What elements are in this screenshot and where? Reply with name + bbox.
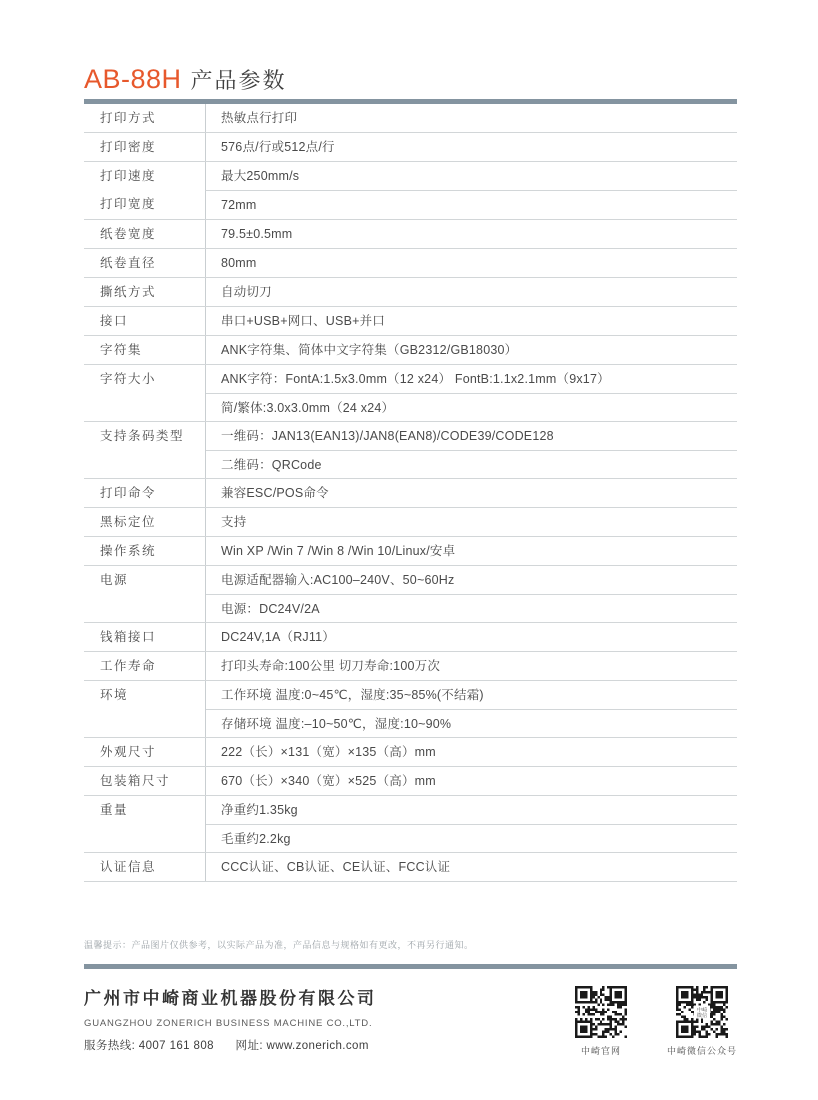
spec-row-value: ANK字符集、简体中文字符集（GB2312/GB18030） <box>221 343 518 357</box>
spec-row-values <box>205 681 737 737</box>
spec-row-value: 576点/行或512点/行 <box>221 140 335 154</box>
spec-row-value: ANK字符：FontA:1.5x3.0mm（12 x24） FontB:1.1x2.1mm（9x17） <box>221 372 610 386</box>
company-info <box>84 984 377 1053</box>
spec-row-values <box>205 623 737 651</box>
spec-row <box>84 536 737 565</box>
spec-row <box>84 421 737 478</box>
spec-row-label: 打印方式 <box>100 111 157 125</box>
spec-row <box>84 737 737 766</box>
spec-row-values <box>205 278 737 306</box>
spec-row-values <box>205 104 737 132</box>
spec-row <box>84 104 737 132</box>
spec-row-value: 二维码：QRCode <box>206 450 737 478</box>
spec-row-value: 简/繁体:3.0x3.0mm（24 x24） <box>206 393 737 421</box>
qr-group <box>575 986 737 1057</box>
spec-row-value: Win XP /Win 7 /Win 8 /Win 10/Linux/安卓 <box>221 544 456 558</box>
spec-row-label: 认证信息 <box>100 860 157 874</box>
spec-row <box>84 132 737 161</box>
product-model: AB-88H <box>84 64 182 94</box>
spec-row-values <box>205 220 737 248</box>
spec-row-values <box>205 307 737 335</box>
disclaimer-note: 温馨提示：产品图片仅供参考，以实际产品为准，产品信息与规格如有更改，不再另行通知。 <box>84 940 474 950</box>
qr-website <box>575 986 627 1057</box>
qr-code-website-icon <box>575 986 627 1038</box>
spec-row-label: 撕纸方式 <box>100 285 157 299</box>
spec-row-value: 222（长）×131（宽）×135（高）mm <box>221 745 436 759</box>
spec-row-value: 72mm <box>221 198 257 212</box>
footer-divider-bar <box>84 964 737 969</box>
spec-row-label: 工作寿命 <box>100 659 157 673</box>
spec-row-value: 存储环境 温度:–10~50℃，湿度:10~90% <box>206 709 737 737</box>
spec-row-value: 串口+USB+网口、USB+并口 <box>221 314 386 328</box>
spec-row-label: 重量 <box>100 803 129 817</box>
spec-row-label: 纸卷直径 <box>100 256 157 270</box>
spec-row <box>84 161 737 190</box>
spec-row-value: 自动切刀 <box>221 285 272 299</box>
spec-row-values <box>205 508 737 536</box>
contact-line <box>84 1037 377 1053</box>
spec-table <box>84 104 737 882</box>
spec-row <box>84 364 737 421</box>
spec-row-label: 纸卷宽度 <box>100 227 157 241</box>
spec-row-value: 670（长）×340（宽）×525（高）mm <box>221 774 436 788</box>
spec-row-values <box>205 767 737 795</box>
spec-row-label: 操作系统 <box>100 544 157 558</box>
spec-row-label: 黑标定位 <box>100 515 157 529</box>
spec-row-values <box>205 249 737 277</box>
spec-row-value: 打印头寿命:100公里 切刀寿命:100万次 <box>221 659 441 673</box>
spec-row-value: 电源：DC24V/2A <box>206 594 737 622</box>
qr-wechat-caption: 中崎微信公众号 <box>666 1046 737 1056</box>
spec-row-values <box>205 652 737 680</box>
spec-row-value: 电源适配器输入:AC100–240V、50~60Hz <box>221 573 455 587</box>
spec-row-values <box>205 479 737 507</box>
spec-row-value: CCC认证、CB认证、CE认证、FCC认证 <box>221 860 451 874</box>
spec-row-label: 包装箱尺寸 <box>100 774 171 788</box>
spec-row-label: 打印密度 <box>100 140 157 154</box>
svg-text:微信: 微信 <box>696 1012 708 1019</box>
spec-row <box>84 565 737 622</box>
spec-row <box>84 248 737 277</box>
spec-row <box>84 651 737 680</box>
spec-row-label: 打印速度 <box>100 169 157 183</box>
qr-code-wechat-icon <box>676 986 728 1038</box>
spec-row <box>84 680 737 737</box>
spec-row-values <box>205 365 737 421</box>
spec-row-label: 电源 <box>100 573 129 587</box>
spec-row-value: DC24V,1A（RJ11） <box>221 630 335 644</box>
page-title-text: 产品参数 <box>190 68 287 93</box>
spec-row-value: 毛重约2.2kg <box>206 824 737 852</box>
spec-row-values <box>205 796 737 852</box>
spec-row-label: 打印命令 <box>100 486 157 500</box>
spec-row-label: 环境 <box>100 688 129 702</box>
footer <box>84 984 737 1057</box>
spec-row-value: 工作环境 温度:0~45℃，湿度:35~85%(不结霜) <box>221 688 484 702</box>
spec-row-label: 接口 <box>100 314 129 328</box>
spec-row-label: 钱箱接口 <box>100 630 157 644</box>
spec-row <box>84 795 737 852</box>
spec-row-value: 79.5±0.5mm <box>221 227 293 241</box>
spec-row <box>84 507 737 536</box>
qr-website-caption: 中崎官网 <box>580 1046 621 1056</box>
spec-row-values <box>205 133 737 161</box>
spec-row-value: 兼容ESC/POS命令 <box>221 486 329 500</box>
service-hotline: 服务热线: 4007 161 808 <box>84 1040 214 1052</box>
spec-row-values <box>205 738 737 766</box>
company-name-en: GUANGZHOU ZONERICH BUSINESS MACHINE CO.,LTD. <box>84 1018 373 1029</box>
spec-row <box>84 622 737 651</box>
spec-row-value: 最大250mm/s <box>221 169 300 183</box>
spec-row <box>84 219 737 248</box>
spec-row-values <box>205 336 737 364</box>
spec-row-values <box>205 537 737 565</box>
spec-row <box>84 478 737 507</box>
qr-wechat <box>667 986 737 1057</box>
page-title <box>84 64 737 95</box>
spec-row-label: 字符集 <box>100 343 143 357</box>
spec-row <box>84 306 737 335</box>
spec-row-value: 净重约1.35kg <box>221 803 298 817</box>
spec-row-value: 热敏点行打印 <box>221 111 298 125</box>
spec-row <box>84 852 737 881</box>
company-name-cn: 广州市中崎商业机器股份有限公司 <box>84 989 377 1008</box>
spec-row-values <box>205 853 737 881</box>
spec-row-label: 外观尺寸 <box>100 745 157 759</box>
spec-row <box>84 190 737 219</box>
spec-row <box>84 335 737 364</box>
spec-row-value: 支持 <box>221 515 247 529</box>
spec-row-label: 支持条码类型 <box>100 429 185 443</box>
spec-row <box>84 766 737 795</box>
spec-row-values <box>205 422 737 478</box>
spec-row-value: 80mm <box>221 256 257 270</box>
spec-row-values <box>205 566 737 622</box>
spec-row-values <box>205 190 737 219</box>
svg-text:中崎: 中崎 <box>696 1007 708 1014</box>
spec-row <box>84 277 737 306</box>
spec-row-label: 字符大小 <box>100 372 157 386</box>
spec-row-value: 一维码：JAN13(EAN13)/JAN8(EAN8)/CODE39/CODE128 <box>221 429 554 443</box>
spec-row-label: 打印宽度 <box>100 197 157 211</box>
website-url: 网址: www.zonerich.com <box>235 1040 369 1052</box>
spec-row-values <box>205 162 737 190</box>
